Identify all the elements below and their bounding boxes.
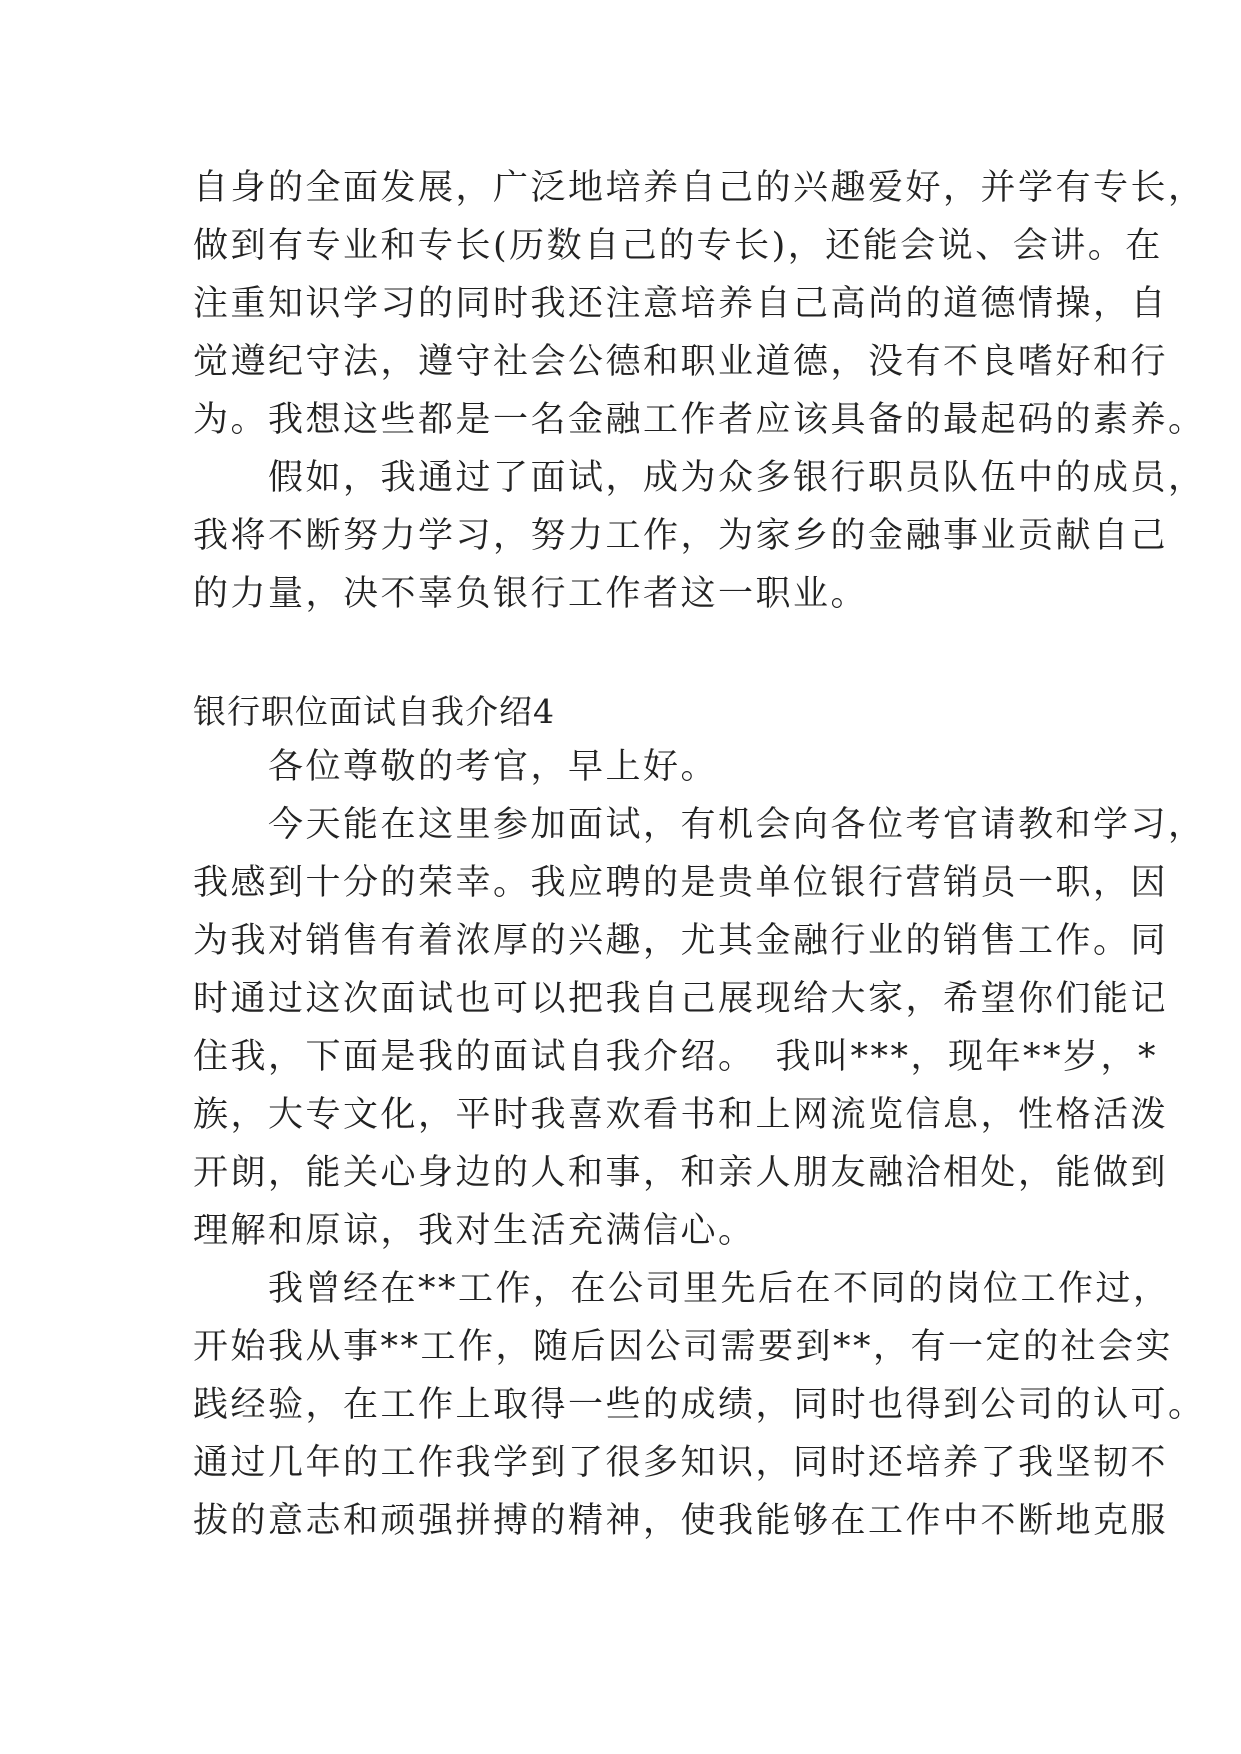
paragraph-3-line: 时通过这次面试也可以把我自己展现给大家，希望你们能记: [193, 979, 1169, 1019]
greeting-line: 各位尊敬的考官，早上好。: [193, 747, 719, 787]
paragraph-3-line: 理解和原谅，我对生活充满信心。: [193, 1211, 756, 1251]
paragraph-4-line: 我曾经在**工作，在公司里先后在不同的岗位工作过，: [193, 1269, 1171, 1309]
paragraph-2-line: 假如，我通过了面试，成为众多银行职员队伍中的成员，: [193, 458, 1206, 498]
paragraph-1-line: 觉遵纪守法，遵守社会公德和职业道德，没有不良嗜好和行: [193, 342, 1169, 382]
paragraph-1-line: 做到有专业和专长(历数自己的专长)，还能会说、会讲。在: [193, 226, 1163, 266]
paragraph-3-line: 我感到十分的荣幸。我应聘的是贵单位银行营销员一职，因: [193, 863, 1169, 903]
paragraph-1-line: 自身的全面发展，广泛地培养自己的兴趣爱好，并学有专长，: [193, 168, 1206, 208]
paragraph-3-line: 今天能在这里参加面试，有机会向各位考官请教和学习，: [193, 805, 1206, 845]
paragraph-4-line: 开始我从事**工作，随后因公司需要到**，有一定的社会实: [193, 1327, 1174, 1367]
paragraph-3-line: 为我对销售有着浓厚的兴趣，尤其金融行业的销售工作。同: [193, 921, 1169, 961]
paragraph-3-line: 开朗，能关心身边的人和事，和亲人朋友融洽相处，能做到: [193, 1153, 1169, 1193]
paragraph-1-line: 为。我想这些都是一名金融工作者应该具备的最起码的素养。: [193, 400, 1206, 440]
paragraph-4-line: 拔的意志和顽强拼搏的精神，使我能够在工作中不断地克服: [193, 1501, 1169, 1541]
paragraph-2-line: 的力量，决不辜负银行工作者这一职业。: [193, 574, 869, 614]
paragraph-3-line: 族，大专文化，平时我喜欢看书和上网流览信息，性格活泼: [193, 1095, 1169, 1135]
paragraph-4-line: 通过几年的工作我学到了很多知识，同时还培养了我坚韧不: [193, 1443, 1169, 1483]
paragraph-2-line: 我将不断努力学习，努力工作，为家乡的金融事业贡献自己: [193, 516, 1169, 556]
section-title: 银行职位面试自我介绍4: [193, 692, 555, 731]
paragraph-3-line: 住我，下面是我的面试自我介绍。 我叫***，现年**岁，*: [193, 1037, 1159, 1077]
paragraph-1-line: 注重知识学习的同时我还注意培养自己高尚的道德情操，自: [193, 284, 1169, 324]
paragraph-4-line: 践经验，在工作上取得一些的成绩，同时也得到公司的认可。: [193, 1385, 1206, 1425]
